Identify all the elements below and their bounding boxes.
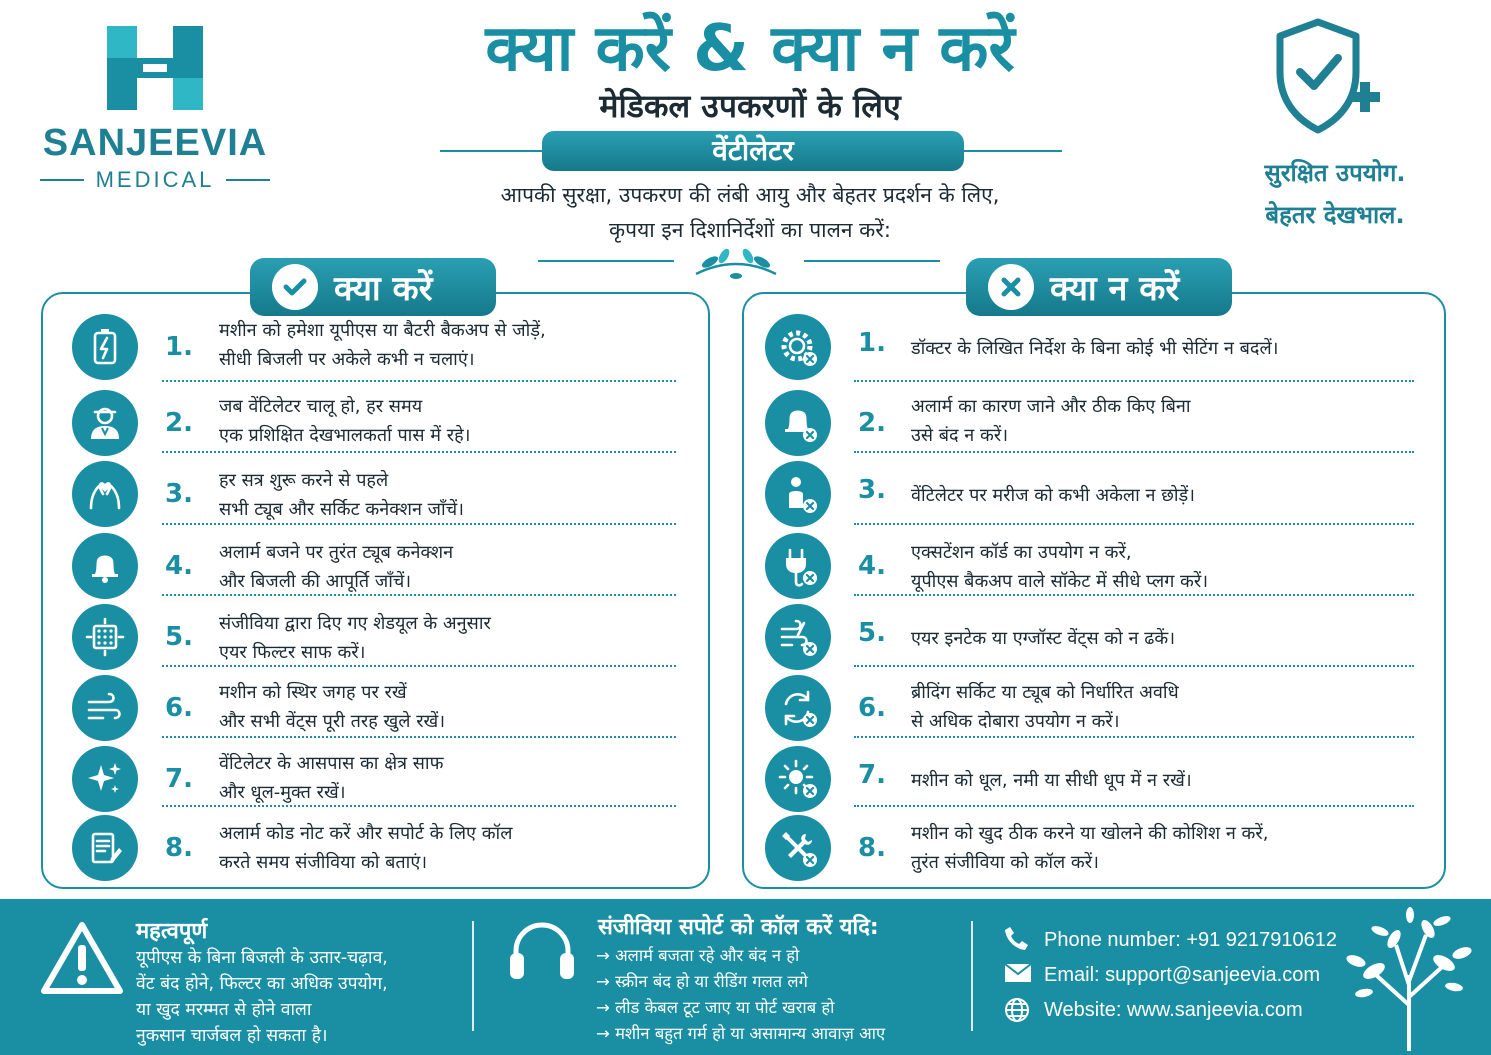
donts-item-8 xyxy=(0,815,1491,883)
leaf-ornament-icon xyxy=(690,244,782,288)
item-text-line-2: और बिजली की आपूर्ति जाँचें। xyxy=(219,571,412,592)
phone-text[interactable]: Phone number: +91 9217910612 xyxy=(1044,929,1338,951)
item-number: 1. xyxy=(165,332,193,362)
item-number: 4. xyxy=(165,551,193,581)
important-line: नुकसान चार्जबल हो सकता है। xyxy=(136,1026,328,1046)
shield-check-icon xyxy=(1270,14,1390,138)
item-text-line-1: अलार्म बजने पर तुरंत ट्यूब कनेक्शन xyxy=(219,542,454,563)
divider xyxy=(854,665,1414,667)
item-text-line-1: वेंटिलेटर पर मरीज को कभी अकेला न छोड़ें। xyxy=(911,485,1195,506)
item-text-line-1: ब्रीदिंग सर्किट या ट्यूब को निर्धारित अवधि xyxy=(911,682,1179,703)
divider xyxy=(971,921,973,1031)
item-text-line-2: उसे बंद न करें। xyxy=(911,425,1009,446)
item-text-line-1: वेंटिलेटर के आसपास का क्षेत्र साफ xyxy=(219,753,444,774)
page-subtitle: मेडिकल उपकरणों के लिए xyxy=(599,87,901,125)
item-number: 5. xyxy=(165,622,193,652)
item-text-line-1: एक्सटेंशन कॉर्ड का उपयोग न करें, xyxy=(911,542,1132,563)
dos-heading-label: क्या करें xyxy=(334,269,433,309)
dos-heading xyxy=(250,258,496,316)
item-number: 2. xyxy=(165,408,193,438)
divider xyxy=(538,260,674,262)
intro-line-1: आपकी सुरक्षा, उपकरण की लंबी आयु और बेहतर प्रदर्शन के लिए, xyxy=(500,183,1000,207)
item-text-line-2: और सभी वेंट्स पूरी तरह खुले रखें। xyxy=(219,711,446,732)
item-number: 4. xyxy=(858,551,886,581)
divider xyxy=(854,451,1414,453)
item-text-line-1: डॉक्टर के लिखित निर्देश के बिना कोई भी सेटिंग न बदलें। xyxy=(911,338,1279,359)
brand-sub: MEDICAL xyxy=(95,167,215,192)
globe-icon xyxy=(1004,997,1030,1023)
divider xyxy=(226,179,270,181)
divider xyxy=(854,523,1414,525)
donts-item-1 xyxy=(0,314,1491,382)
sun-off-icon xyxy=(765,746,831,812)
important-line: या खुद मरम्मत से होने वाला xyxy=(136,1000,312,1020)
item-text-line-1: मशीन को स्थिर जगह पर रखें xyxy=(219,682,407,703)
tagline-line-2: बेहतर देखभाल. xyxy=(1265,201,1405,229)
item-text-line-1: अलार्म का कारण जाने और ठीक किए बिना xyxy=(911,396,1191,417)
item-text-line-2: और धूल-मुक्त रखें। xyxy=(219,782,346,803)
tagline-line-1: सुरक्षित उपयोग. xyxy=(1264,159,1406,187)
item-number: 3. xyxy=(165,479,193,509)
divider xyxy=(40,179,84,181)
donts-item-2 xyxy=(0,390,1491,458)
item-text-line-1: अलार्म कोड नोट करें और सपोर्ट के लिए कॉल xyxy=(219,823,513,844)
item-text-line-2: यूपीएस बैकअप वाले सॉकेट में सीधे प्लग करें। xyxy=(911,571,1209,592)
item-text-line-2: से अधिक दोबारा उपयोग न करें। xyxy=(911,711,1120,732)
item-number: 6. xyxy=(165,693,193,723)
item-number: 2. xyxy=(858,408,886,438)
divider xyxy=(804,260,940,262)
tree-icon xyxy=(1336,905,1482,1051)
donts-item-4 xyxy=(0,533,1491,601)
warning-icon xyxy=(40,919,124,995)
important-line: यूपीएस के बिना बिजली के उतार-चढ़ाव, xyxy=(136,948,388,968)
item-number: 8. xyxy=(165,833,193,863)
intro-line-2: कृपया इन दिशानिर्देशों का पालन करें: xyxy=(609,218,891,242)
divider xyxy=(854,594,1414,596)
item-text-line-1: जब वेंटिलेटर चालू हो, हर समय xyxy=(219,396,423,417)
reuse-off-icon xyxy=(765,675,831,741)
check-icon xyxy=(272,264,318,310)
item-number: 5. xyxy=(858,618,886,648)
item-text-line-2: एक प्रशिक्षित देखभालकर्ता पास में रहे। xyxy=(219,425,471,446)
email-icon xyxy=(1004,963,1032,983)
support-line: → स्क्रीन बंद हो या रीडिंग गलत लगे xyxy=(596,972,808,991)
footer xyxy=(0,899,1491,1055)
donts-heading xyxy=(966,258,1232,316)
support-line: → मशीन बहुत गर्म हो या असामान्य आवाज़ आए xyxy=(596,1024,886,1043)
divider xyxy=(472,921,474,1031)
item-text-line-2: सभी ट्यूब और सर्किट कनेक्शन जाँचें। xyxy=(219,499,464,520)
page-title: क्या करें & क्या न करें xyxy=(485,12,1015,86)
item-text-line-1: संजीविया द्वारा दिए गए शेडयूल के अनुसार xyxy=(219,613,491,634)
donts-item-6 xyxy=(0,675,1491,743)
cross-icon xyxy=(988,264,1034,310)
website-text[interactable]: Website: www.sanjeevia.com xyxy=(1044,999,1303,1021)
item-number: 7. xyxy=(165,764,193,794)
item-number: 8. xyxy=(858,833,886,863)
bell-off-icon xyxy=(765,390,831,456)
email-text[interactable]: Email: support@sanjeevia.com xyxy=(1044,964,1320,986)
item-text-line-2: करते समय संजीविया को बताएं। xyxy=(219,852,428,873)
important-line: वेंट बंद होने, फिल्टर का अधिक उपयोग, xyxy=(136,974,388,994)
item-text-line-2: सीधी बिजली पर अकेले कभी न चलाएं। xyxy=(219,349,475,370)
item-number: 3. xyxy=(858,475,886,505)
tools-off-icon xyxy=(765,815,831,881)
support-line: → अलार्म बजता रहे और बंद न हो xyxy=(596,946,800,965)
item-text-line-1: मशीन को हमेशा यूपीएस या बैटरी बैकअप से जोड़ें, xyxy=(219,320,546,341)
headset-icon xyxy=(506,917,578,985)
item-text-line-1: मशीन को खुद ठीक करने या खोलने की कोशिश न करें, xyxy=(911,823,1269,844)
donts-item-3 xyxy=(0,461,1491,529)
logo-mark-icon xyxy=(99,18,211,118)
settings-off-icon xyxy=(765,314,831,380)
phone-icon xyxy=(1004,925,1030,951)
support-title: संजीविया सपोर्ट को कॉल करें यदि: xyxy=(598,915,879,940)
item-number: 6. xyxy=(858,693,886,723)
divider xyxy=(854,805,1414,807)
item-number: 7. xyxy=(858,760,886,790)
divider xyxy=(854,380,1414,382)
donts-item-7 xyxy=(0,746,1491,814)
plug-off-icon xyxy=(765,533,831,599)
important-title: महत्वपूर्ण xyxy=(136,919,208,944)
item-text-line-1: मशीन को धूल, नमी या सीधी धूप में न रखें। xyxy=(911,770,1192,791)
device-badge: वेंटीलेटर xyxy=(542,131,964,171)
item-text-line-1: एयर इनटेक या एग्जॉस्ट वेंट्स को न ढकें। xyxy=(911,628,1176,649)
person-off-icon xyxy=(765,461,831,527)
item-number: 1. xyxy=(858,328,886,358)
item-text-line-2: एयर फिल्टर साफ करें। xyxy=(219,642,366,663)
item-text-line-2: तुरंत संजीविया को कॉल करें। xyxy=(911,852,1099,873)
donts-heading-label: क्या न करें xyxy=(1050,269,1180,309)
vent-off-icon xyxy=(765,604,831,670)
support-line: → लीड केबल टूट जाए या पोर्ट खराब हो xyxy=(596,998,835,1017)
divider xyxy=(854,736,1414,738)
brand-logo xyxy=(40,18,270,193)
donts-item-5 xyxy=(0,604,1491,672)
item-text-line-1: हर सत्र शुरू करने से पहले xyxy=(219,470,389,491)
brand-name: SANJEEVIA xyxy=(42,122,268,164)
